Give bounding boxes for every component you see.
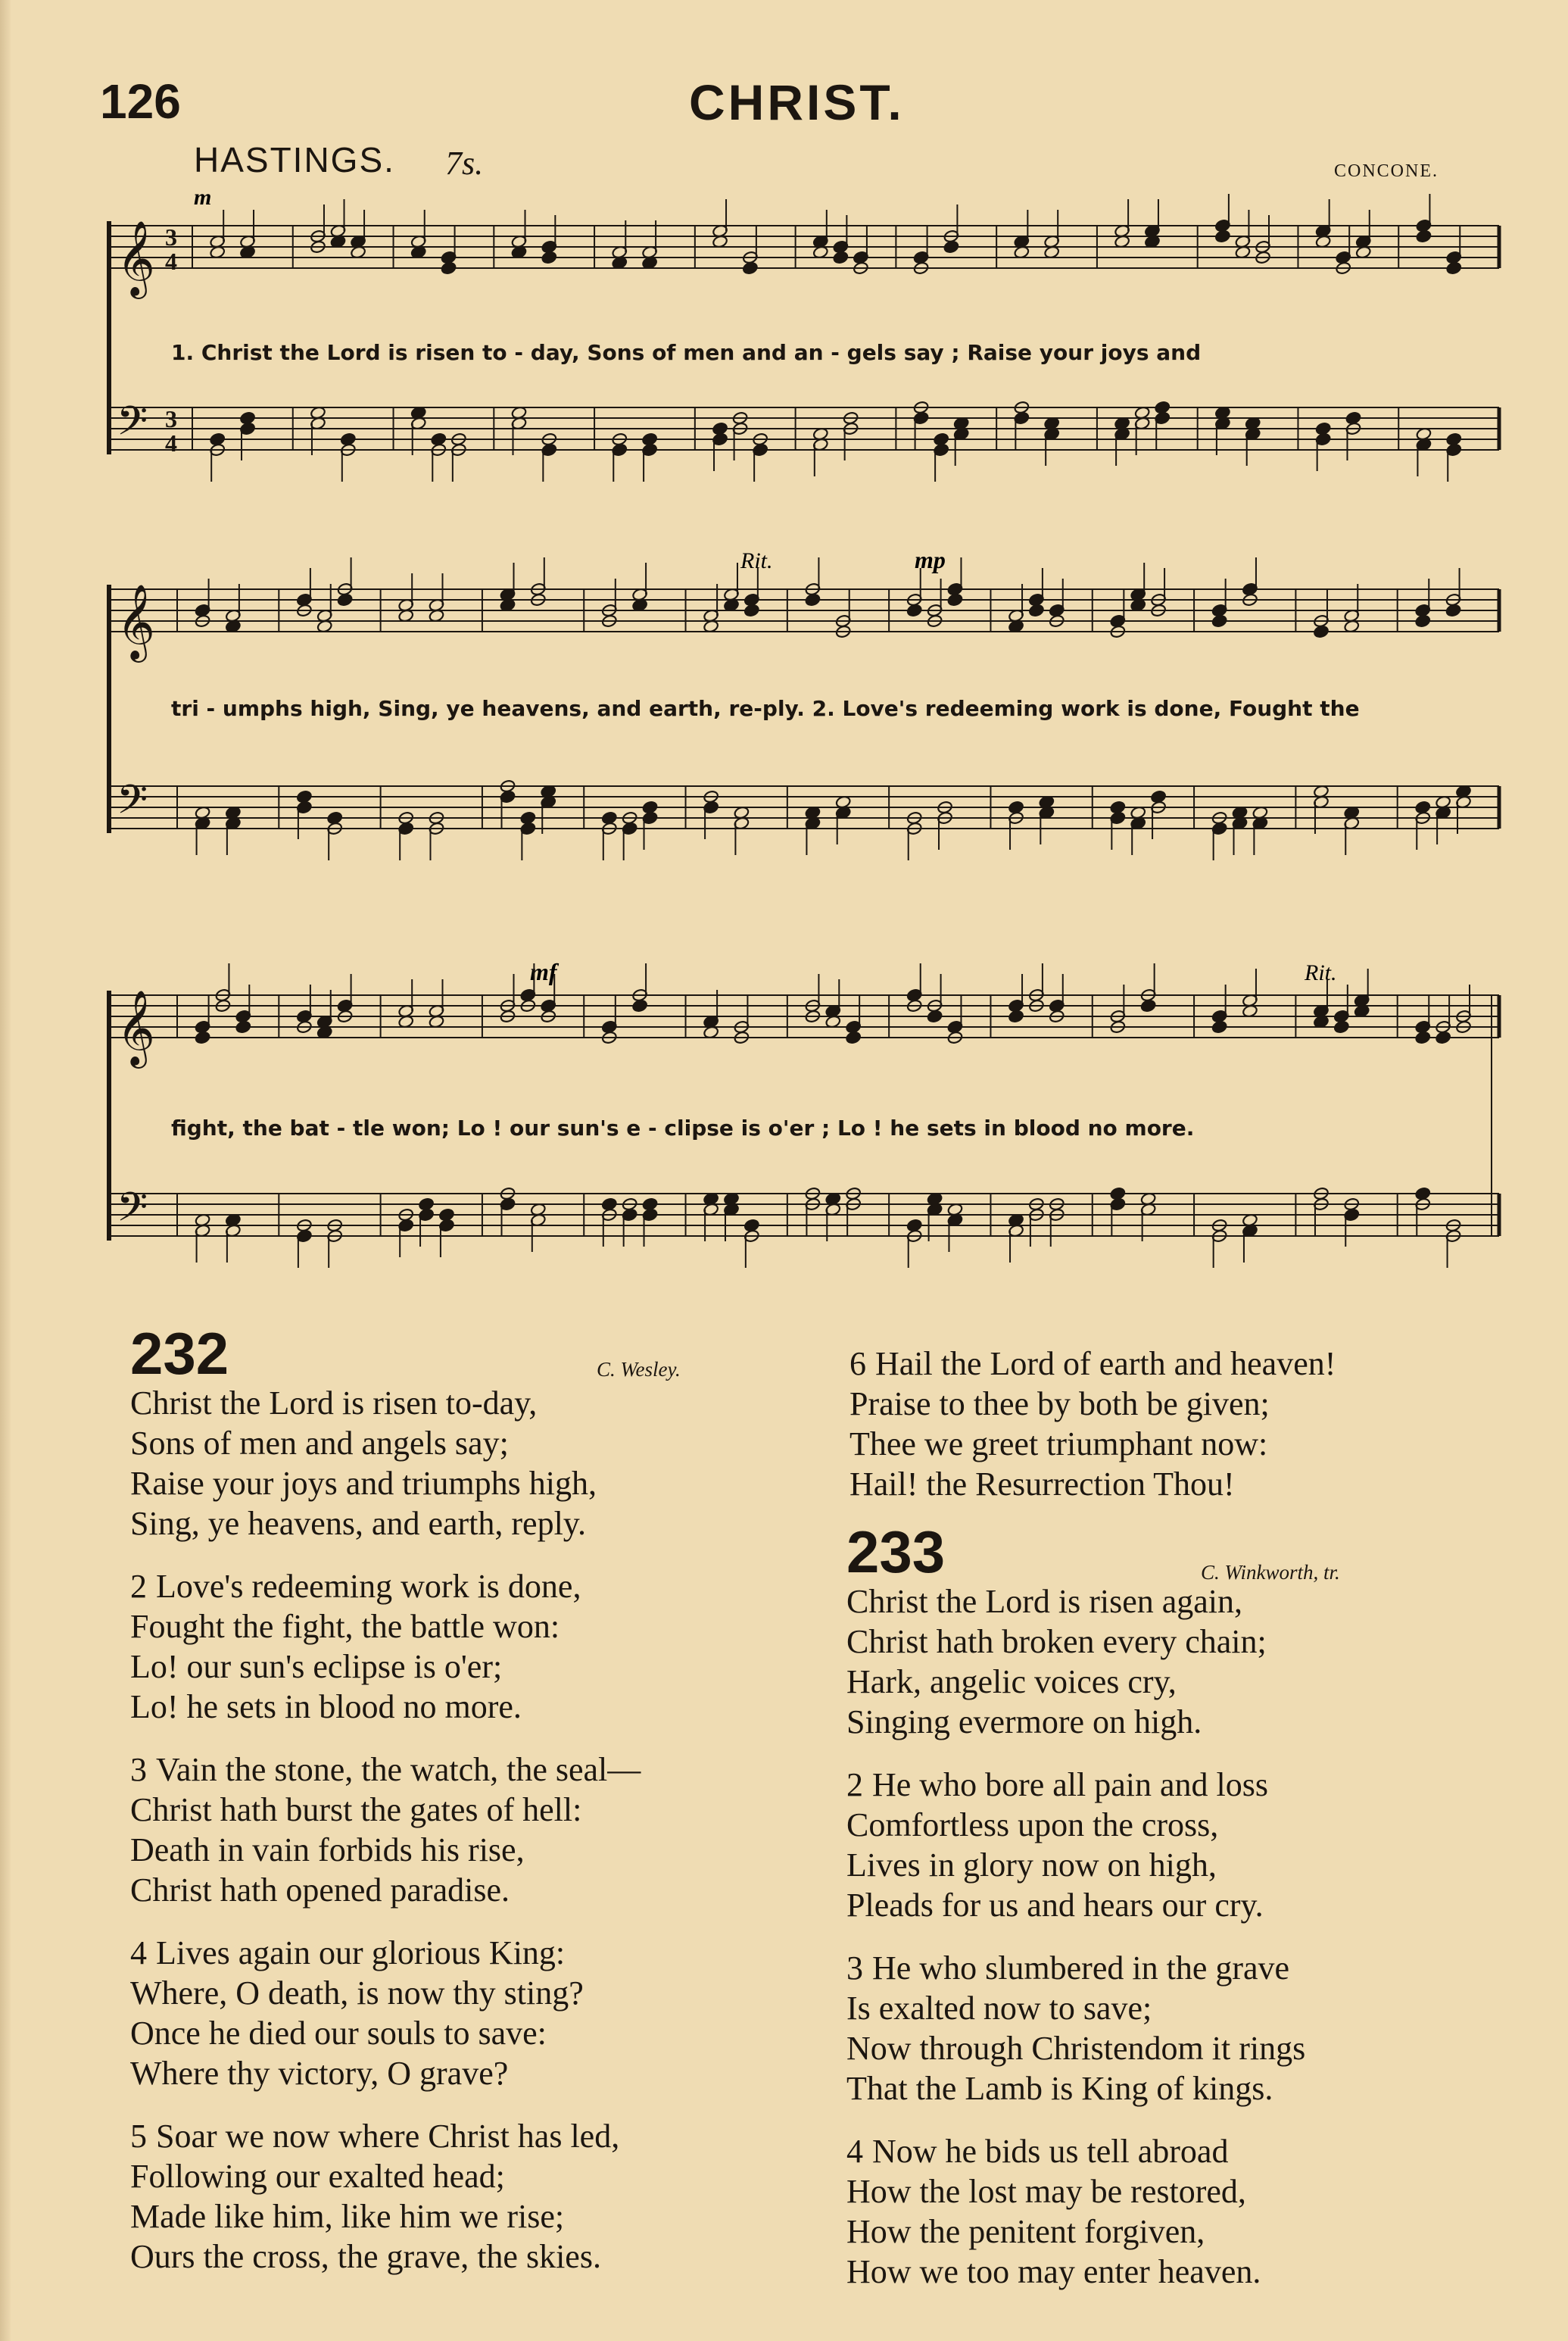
note-head [1446,432,1462,446]
note-head [296,790,312,804]
treble-clef: 𝄞 [117,584,155,660]
stanza-line: Made like him, like him we rise; [130,2198,565,2235]
stanza-2 [846,1765,1513,1925]
stanza-number: 3 [130,1751,147,1788]
stanza-4 [846,2131,1513,2292]
hymn-number: 232 [130,1320,229,1387]
stanza-1 [130,1383,781,1543]
note-head [326,811,342,825]
note-head [431,432,447,446]
stanza-line: Soar we now where Christ has led, [156,2118,620,2155]
stanza-3 [846,1948,1513,2108]
hymn-232-stanza-6 [849,1344,1516,1504]
stanza-line: That the Lamb is King of kings. [846,2070,1273,2107]
ritard-1: Rit. [740,548,773,573]
stanza-line: Raise your joys and triumphs high, [130,1465,597,1502]
hymn-233 [846,1519,1513,2292]
stanza-number: 5 [130,2118,147,2155]
stanza-line: Vain the stone, the watch, the seal— [156,1751,641,1788]
stanza-line: How the lost may be restored, [846,2173,1246,2210]
dynamic-m: m [194,188,212,210]
stanza-line: He who bore all pain and loss [872,1766,1268,1803]
stanza-line: Thee we greet triumphant now: [849,1425,1268,1462]
stanza-line: Where, O death, is now thy sting? [130,1974,584,2012]
stanza-line: Lo! he sets in blood no more. [130,1688,522,1725]
note-head [239,411,255,425]
note-head [520,811,536,825]
stanza-line: Once he died our souls to save: [130,2015,547,2052]
note-head [1315,422,1331,435]
note-head [933,432,949,446]
note-head [641,432,657,446]
stanza-line: Pleads for us and hears our cry. [846,1887,1264,1924]
stanza-line: Christ hath burst the gates of hell: [130,1791,582,1828]
stanza-4 [130,1933,781,2093]
time-signature-top: 3 [165,223,177,251]
note-head [1008,801,1024,814]
note-head [642,801,658,814]
bass-clef: 𝄢 [117,777,148,833]
note-head [418,1197,434,1211]
stanza-line: Christ the Lord is risen again, [846,1583,1243,1620]
dynamic-mp: mp [915,546,946,573]
time-signature-top: 3 [165,405,177,432]
stanza-line: How the penitent forgiven, [846,2213,1205,2250]
stanza-line: Sing, ye heavens, and earth, reply. [130,1505,586,1542]
note-head [906,1219,922,1232]
note-head [1345,411,1361,425]
note-head [210,432,226,446]
stanza-number: 4 [846,2133,863,2170]
stanza-line: Sons of men and angels say; [130,1425,509,1462]
stanza-line: How we too may enter heaven. [846,2253,1261,2290]
note-head [1415,801,1431,814]
page-edge [0,0,11,2341]
stanza-line: Now through Christendom it rings [846,2030,1306,2067]
note-head [1150,790,1166,804]
tune-meter: 7s. [445,145,484,182]
note-head [340,432,356,446]
stanza-line: Following our exalted head; [130,2158,505,2195]
treble-clef: 𝄞 [117,990,155,1066]
bass-clef: 𝄢 [117,1185,148,1241]
stanza-line: Comfortless upon the cross, [846,1806,1219,1843]
stanza-number: 4 [130,1934,147,1971]
treble-clef: 𝄞 [117,220,155,296]
time-signature-bottom: 4 [165,429,177,457]
tune-name: HASTINGS. [194,140,395,179]
note-head [601,1197,617,1211]
note-head [1155,401,1171,414]
note-head [1415,1187,1431,1200]
stanza-line: Hark, angelic voices cry, [846,1663,1177,1700]
hymn-number: 233 [846,1519,946,1585]
dynamic-mf: mf [530,958,557,985]
section-title: CHRIST. [689,74,905,130]
note-head [438,1208,454,1222]
lyric-line-3: fight, the bat - tle won; Lo ! our sun's e - clipse is o'er ; Lo ! he sets in blood no more. [171,1116,1195,1141]
tune-composer: CONCONE. [1334,161,1439,181]
hymn-author: C. Wesley. [597,1358,681,1381]
stanza-number: 2 [846,1766,863,1803]
page-number: 126 [100,74,181,129]
stanza-line: Now he bids us tell abroad [872,2133,1229,2170]
stanza-number: 3 [846,1949,863,1987]
stanza-line: Love's redeeming work is done, [156,1568,581,1605]
stanza-number: 6 [849,1345,866,1382]
stanza-line: Hail! the Resurrection Thou! [849,1465,1235,1503]
note-head [743,1219,759,1232]
lyric-line-2: tri - umphs high, Sing, ye heavens, and earth, re-ply. 2. Love's redeeming work is done, Fought the [171,696,1360,721]
time-signature-bottom: 4 [165,248,177,275]
stanza-line: Praise to thee by both be given; [849,1385,1270,1422]
stanza-line: Christ the Lord is risen to-day, [130,1384,538,1422]
stanza-line: Christ hath broken every chain; [846,1623,1267,1660]
note-head [1110,801,1126,814]
stanza-line: He who slumbered in the grave [872,1949,1290,1987]
stanza-line: Christ hath opened paradise. [130,1871,510,1909]
stanza-line: Death in vain forbids his rise, [130,1831,525,1868]
stanza-line: Fought the fight, the battle won: [130,1608,560,1645]
bass-clef: 𝄢 [117,398,148,454]
ritard-2: Rit. [1305,960,1337,985]
stanza-line: Singing evermore on high. [846,1703,1202,1740]
hymn-author: C. Winkworth, tr. [1201,1561,1340,1584]
stanza-line: Is exalted now to save; [846,1990,1152,2027]
stanza-3 [130,1750,781,1910]
stanza-line: Where thy victory, O grave? [130,2055,509,2092]
note-head [601,811,617,825]
stanza-number: 2 [130,1568,147,1605]
stanza-line: Ours the cross, the grave, the skies. [130,2238,601,2275]
stanza-line: Lo! our sun's eclipse is o'er; [130,1648,503,1685]
hymn-232 [130,1320,781,2277]
note-head [642,1197,658,1211]
stanza-5 [130,2116,781,2277]
stanza-2 [130,1566,781,1727]
lyric-line-1: 1. Christ the Lord is risen to - day, Sons of men and an - gels say ; Raise your joys and [171,340,1202,365]
note-head [712,422,728,435]
stanza-line: Lives in glory now on high, [846,1846,1217,1884]
stanza-line: Hail the Lord of earth and heaven! [875,1345,1336,1382]
note-head [1110,1187,1126,1200]
stanza-1 [846,1581,1513,1742]
stanza-line: Lives again our glorious King: [156,1934,566,1971]
